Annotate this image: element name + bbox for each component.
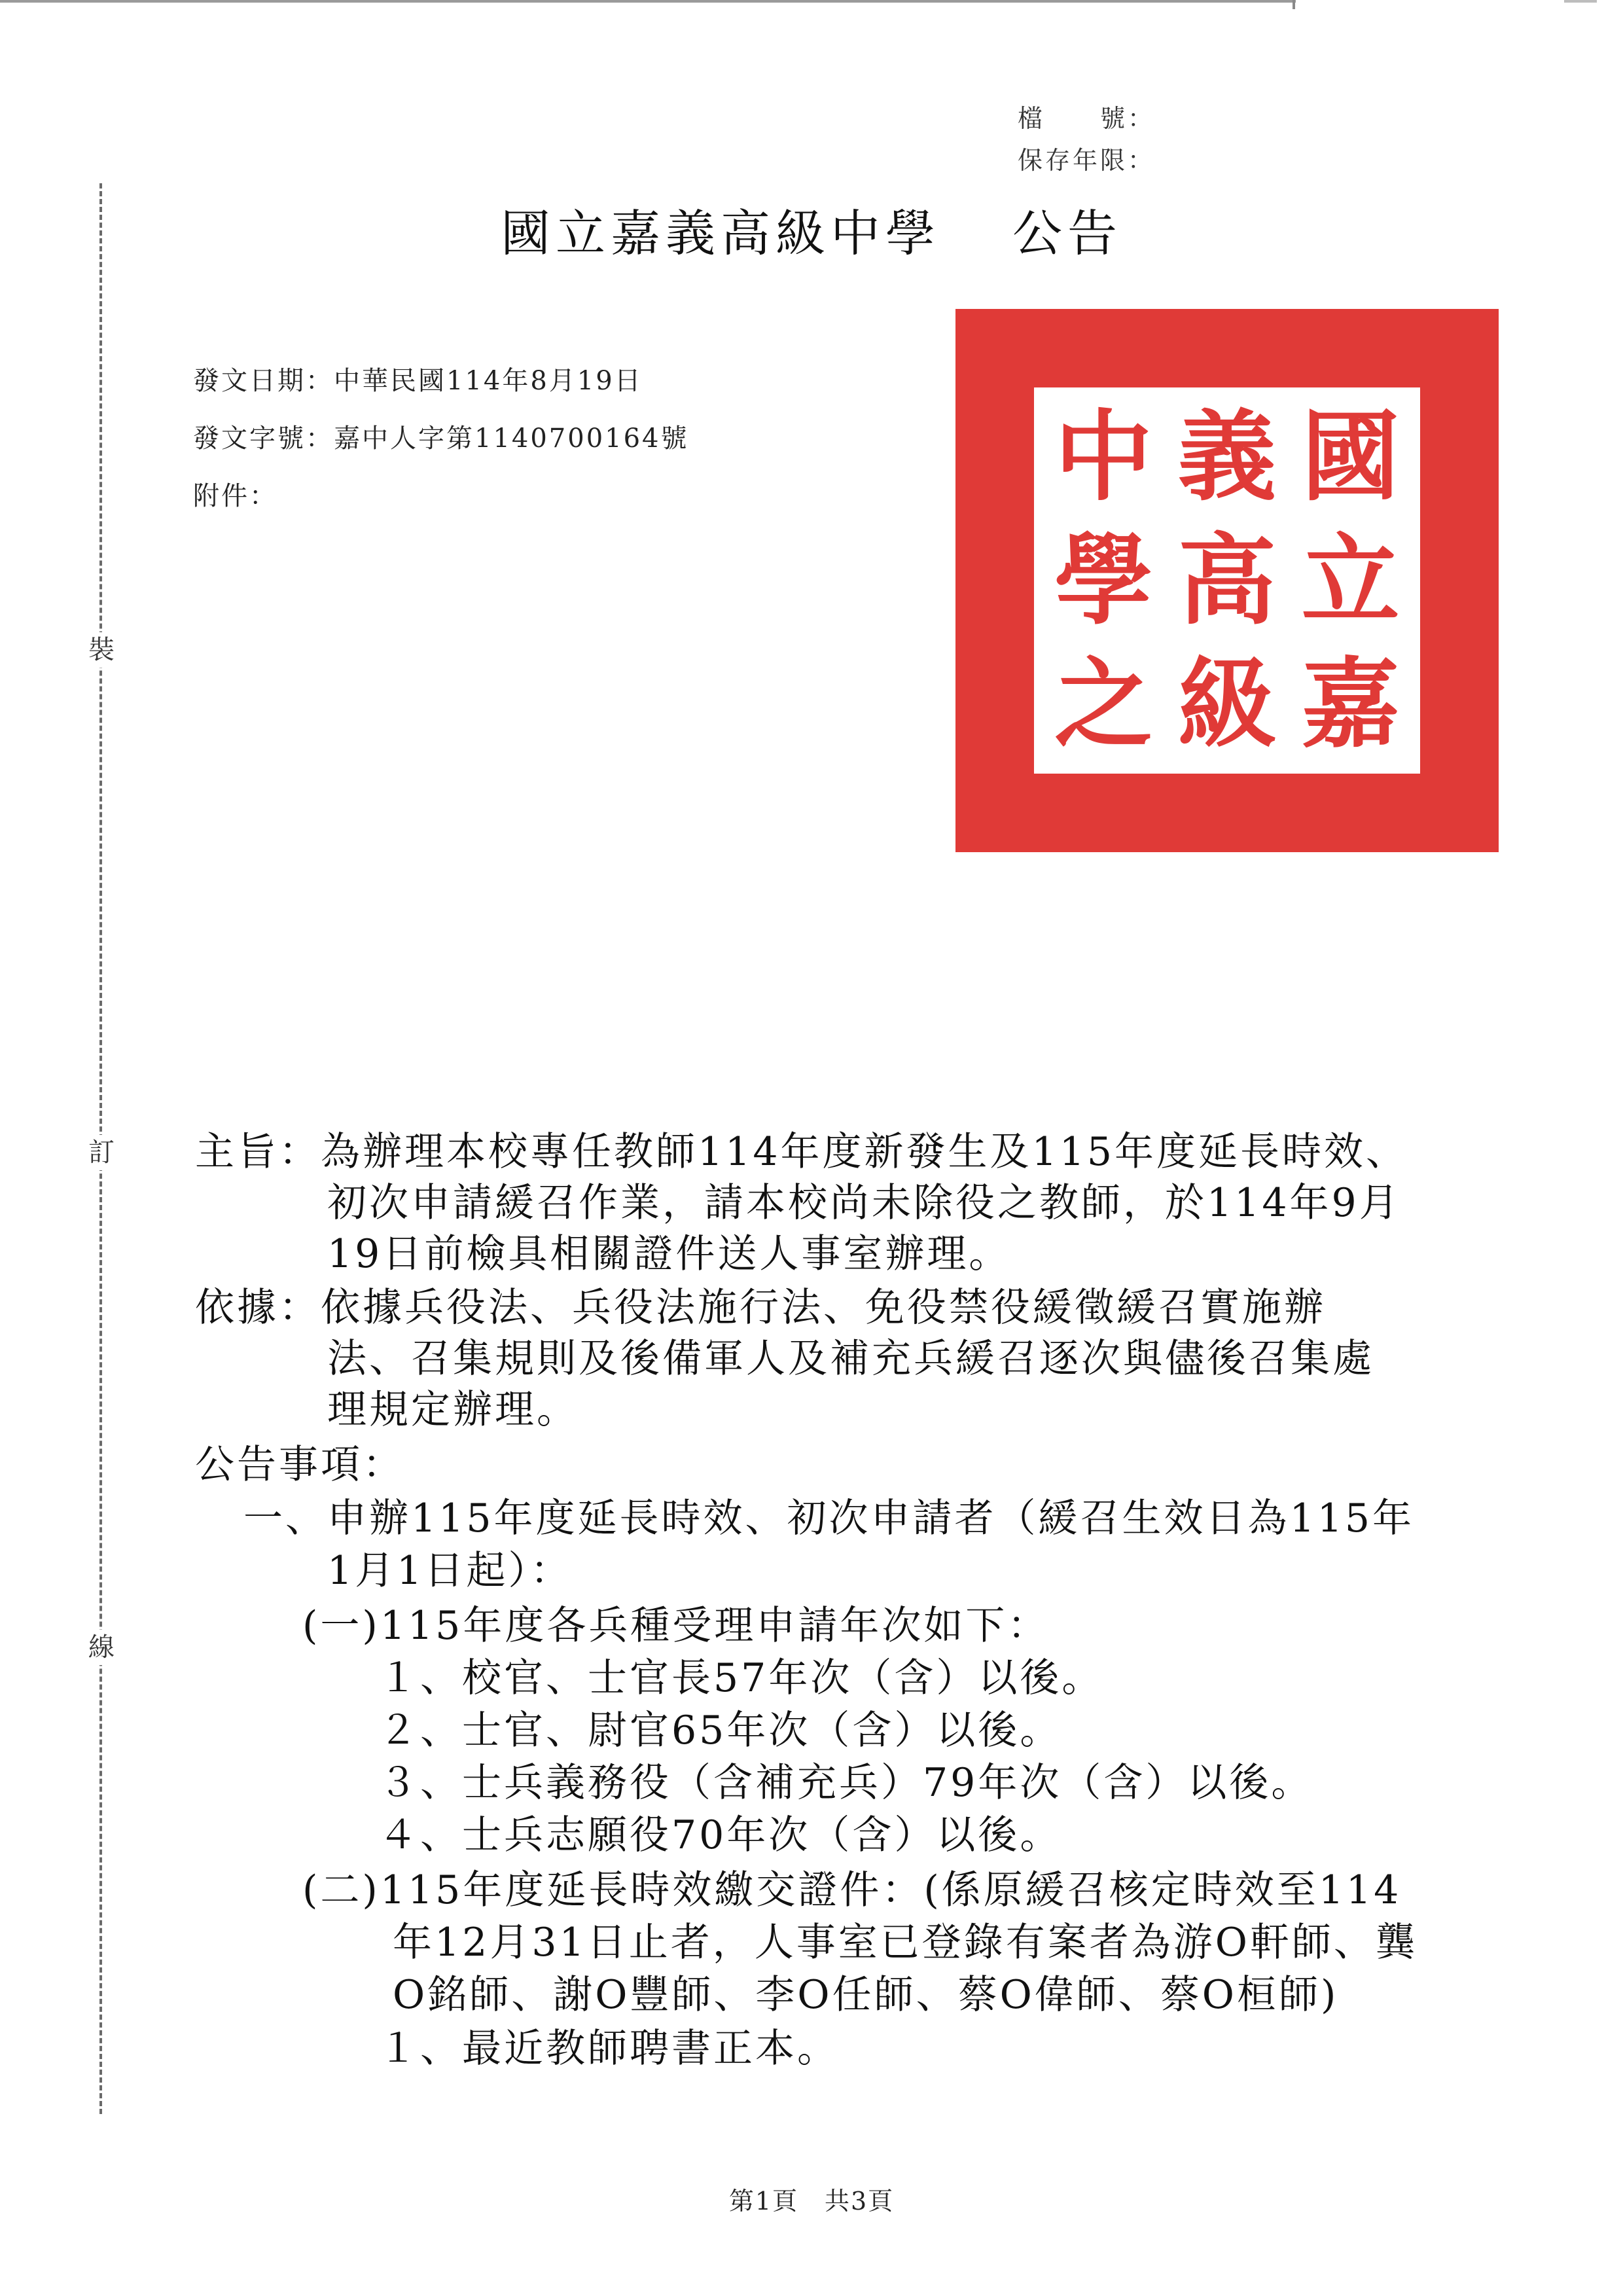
subitem-2-line-1: (二)115年度延長時效繳交證件：(係原緩召核定時效至114 <box>302 1867 1402 1913</box>
reference-number: 發文字號：嘉中人字第1140700164號 <box>193 423 689 454</box>
subitem-1-entry-2: ２、士官、尉官65年次（含）以後。 <box>378 1708 1062 1753</box>
page-footer <box>0 2181 1623 2217</box>
basis-line-3: 理規定辦理。 <box>327 1387 579 1433</box>
document-title <box>0 194 1623 265</box>
binding-char-xian: 線 <box>84 1630 119 1665</box>
top-border-line <box>0 0 1296 3</box>
seal-char: 級 <box>1177 646 1276 762</box>
item-1-line-1: 一、申辦115年度延長時效、初次申請者（緩召生效日為115年 <box>243 1496 1415 1541</box>
top-border-tick <box>1247 0 1295 9</box>
file-number-label: 檔 號： <box>1018 104 1156 133</box>
document-type: 公告 <box>1012 204 1122 262</box>
subitem-1-entry-4: ４、士兵志願役70年次（含）以後。 <box>378 1812 1062 1858</box>
official-seal <box>955 309 1499 852</box>
subitem-2-line-2: 年12月31日止者，人事室已登錄有案者為游O軒師、龔 <box>393 1920 1418 1965</box>
school-name: 國立嘉義高級中學 <box>501 204 940 262</box>
seal-char: 國 <box>1301 399 1400 515</box>
corner-mark <box>1564 0 1597 3</box>
subject-line-2: 初次申請緩召作業，請本校尚未除役之教師，於114年9月 <box>327 1180 1401 1226</box>
retention-period-label: 保存年限： <box>1018 146 1156 175</box>
seal-char: 中 <box>1054 399 1153 515</box>
subitem-2-line-3: O銘師、謝O豐師、李O任師、蔡O偉師、蔡O桓師) <box>393 1972 1339 2018</box>
subitem-2-entry-1: １、最近教師聘書正本。 <box>378 2026 839 2072</box>
subject-line-3: 19日前檢具相關證件送人事室辦理。 <box>327 1231 1011 1277</box>
seal-character-grid <box>1042 395 1412 766</box>
subitem-1-entry-3: ３、士兵義務役（含補充兵）79年次（含）以後。 <box>378 1760 1313 1806</box>
seal-char: 學 <box>1054 522 1153 638</box>
subitem-1-heading: (一)115年度各兵種受理申請年次如下： <box>302 1603 1050 1649</box>
seal-char: 嘉 <box>1301 646 1400 762</box>
issue-date: 發文日期：中華民國114年8月19日 <box>193 366 643 396</box>
basis-line-1: 依據：依據兵役法、兵役法施行法、免役禁役緩徵緩召實施辦 <box>195 1285 1326 1331</box>
subitem-1-entry-1: １、校官、士官長57年次（含）以後。 <box>378 1655 1104 1701</box>
attachment-label: 附件： <box>193 481 277 511</box>
seal-char: 高 <box>1177 522 1276 638</box>
binding-char-ding: 訂 <box>84 1135 119 1170</box>
page-number: 第1頁 <box>728 2187 798 2215</box>
total-pages: 共3頁 <box>825 2187 895 2215</box>
announcement-items-label: 公告事項： <box>195 1442 404 1488</box>
item-1-line-2: 1月1日起）： <box>327 1548 573 1594</box>
seal-char: 立 <box>1301 522 1400 638</box>
binding-char-zhuang: 裝 <box>84 632 119 668</box>
seal-char: 之 <box>1054 646 1153 762</box>
seal-char: 義 <box>1177 399 1276 515</box>
subject-line-1: 主旨：為辦理本校專任教師114年度新發生及115年度延長時效、 <box>195 1129 1408 1175</box>
basis-line-2: 法、召集規則及後備軍人及補充兵緩召逐次與儘後召集處 <box>327 1336 1374 1382</box>
seal-inner-field <box>1034 387 1420 774</box>
